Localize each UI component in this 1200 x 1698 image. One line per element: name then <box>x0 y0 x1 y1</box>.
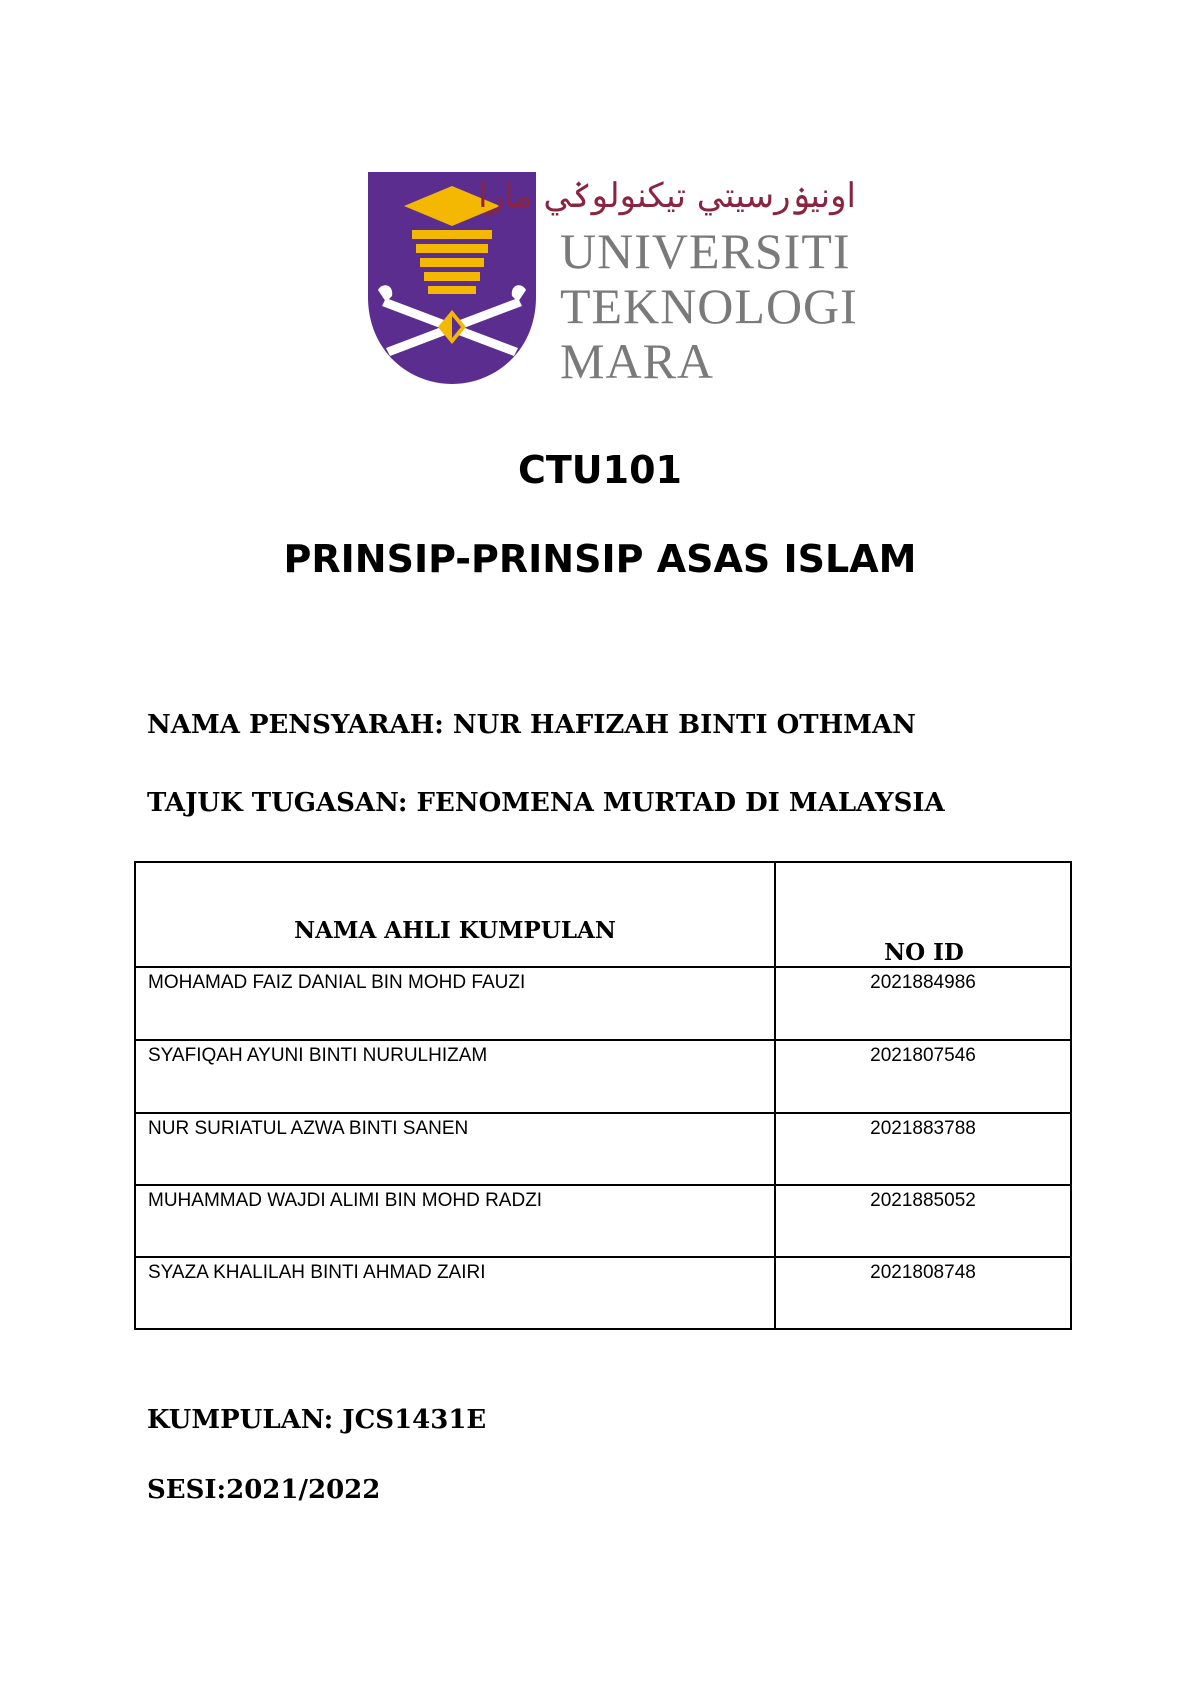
members-table <box>134 861 1072 1330</box>
member-name: SYAZA KHALILAH BINTI AHMAD ZAIRI <box>148 1262 486 1283</box>
logo-line-mara: MARA <box>560 333 715 389</box>
table-row <box>136 966 1070 1040</box>
lecturer-name: NAMA PENSYARAH: NUR HAFIZAH BINTI OTHMAN <box>147 710 916 740</box>
course-code: CTU101 <box>518 448 682 492</box>
member-name: MOHAMAD FAIZ DANIAL BIN MOHD FAUZI <box>148 972 526 993</box>
member-name: SYAFIQAH AYUNI BINTI NURULHIZAM <box>148 1045 488 1066</box>
member-name: MUHAMMAD WAJDI ALIMI BIN MOHD RADZI <box>148 1190 543 1211</box>
assignment-title: TAJUK TUGASAN: FENOMENA MURTAD DI MALAYSIA <box>147 788 945 818</box>
group-code: KUMPULAN: JCS1431E <box>147 1405 487 1435</box>
logo-line-universiti: UNIVERSITI <box>560 223 851 279</box>
member-id: 2021885052 <box>870 1190 976 1211</box>
member-id: 2021808748 <box>870 1262 976 1283</box>
course-title: PRINSIP-PRINSIP ASAS ISLAM <box>283 537 917 581</box>
logo-jawi-text: اونيۏرسيتي تيكنولوݢي مارا <box>478 176 856 216</box>
header-member-name: NAMA AHLI KUMPULAN <box>294 917 616 944</box>
member-id: 2021884986 <box>870 972 976 993</box>
table-row <box>136 1184 1070 1258</box>
table-row <box>136 1256 1070 1330</box>
header-id-number: NO ID <box>884 939 964 966</box>
logo-line-teknologi: TEKNOLOGI <box>560 278 858 334</box>
table-row <box>136 1112 1070 1186</box>
member-id: 2021807546 <box>870 1045 976 1066</box>
member-id: 2021883788 <box>870 1118 976 1139</box>
logo-university-name <box>560 224 858 389</box>
uitm-logo <box>368 172 858 387</box>
table-row <box>136 1039 1070 1113</box>
session: SESI:2021/2022 <box>147 1475 381 1505</box>
member-name: NUR SURIATUL AZWA BINTI SANEN <box>148 1118 469 1139</box>
